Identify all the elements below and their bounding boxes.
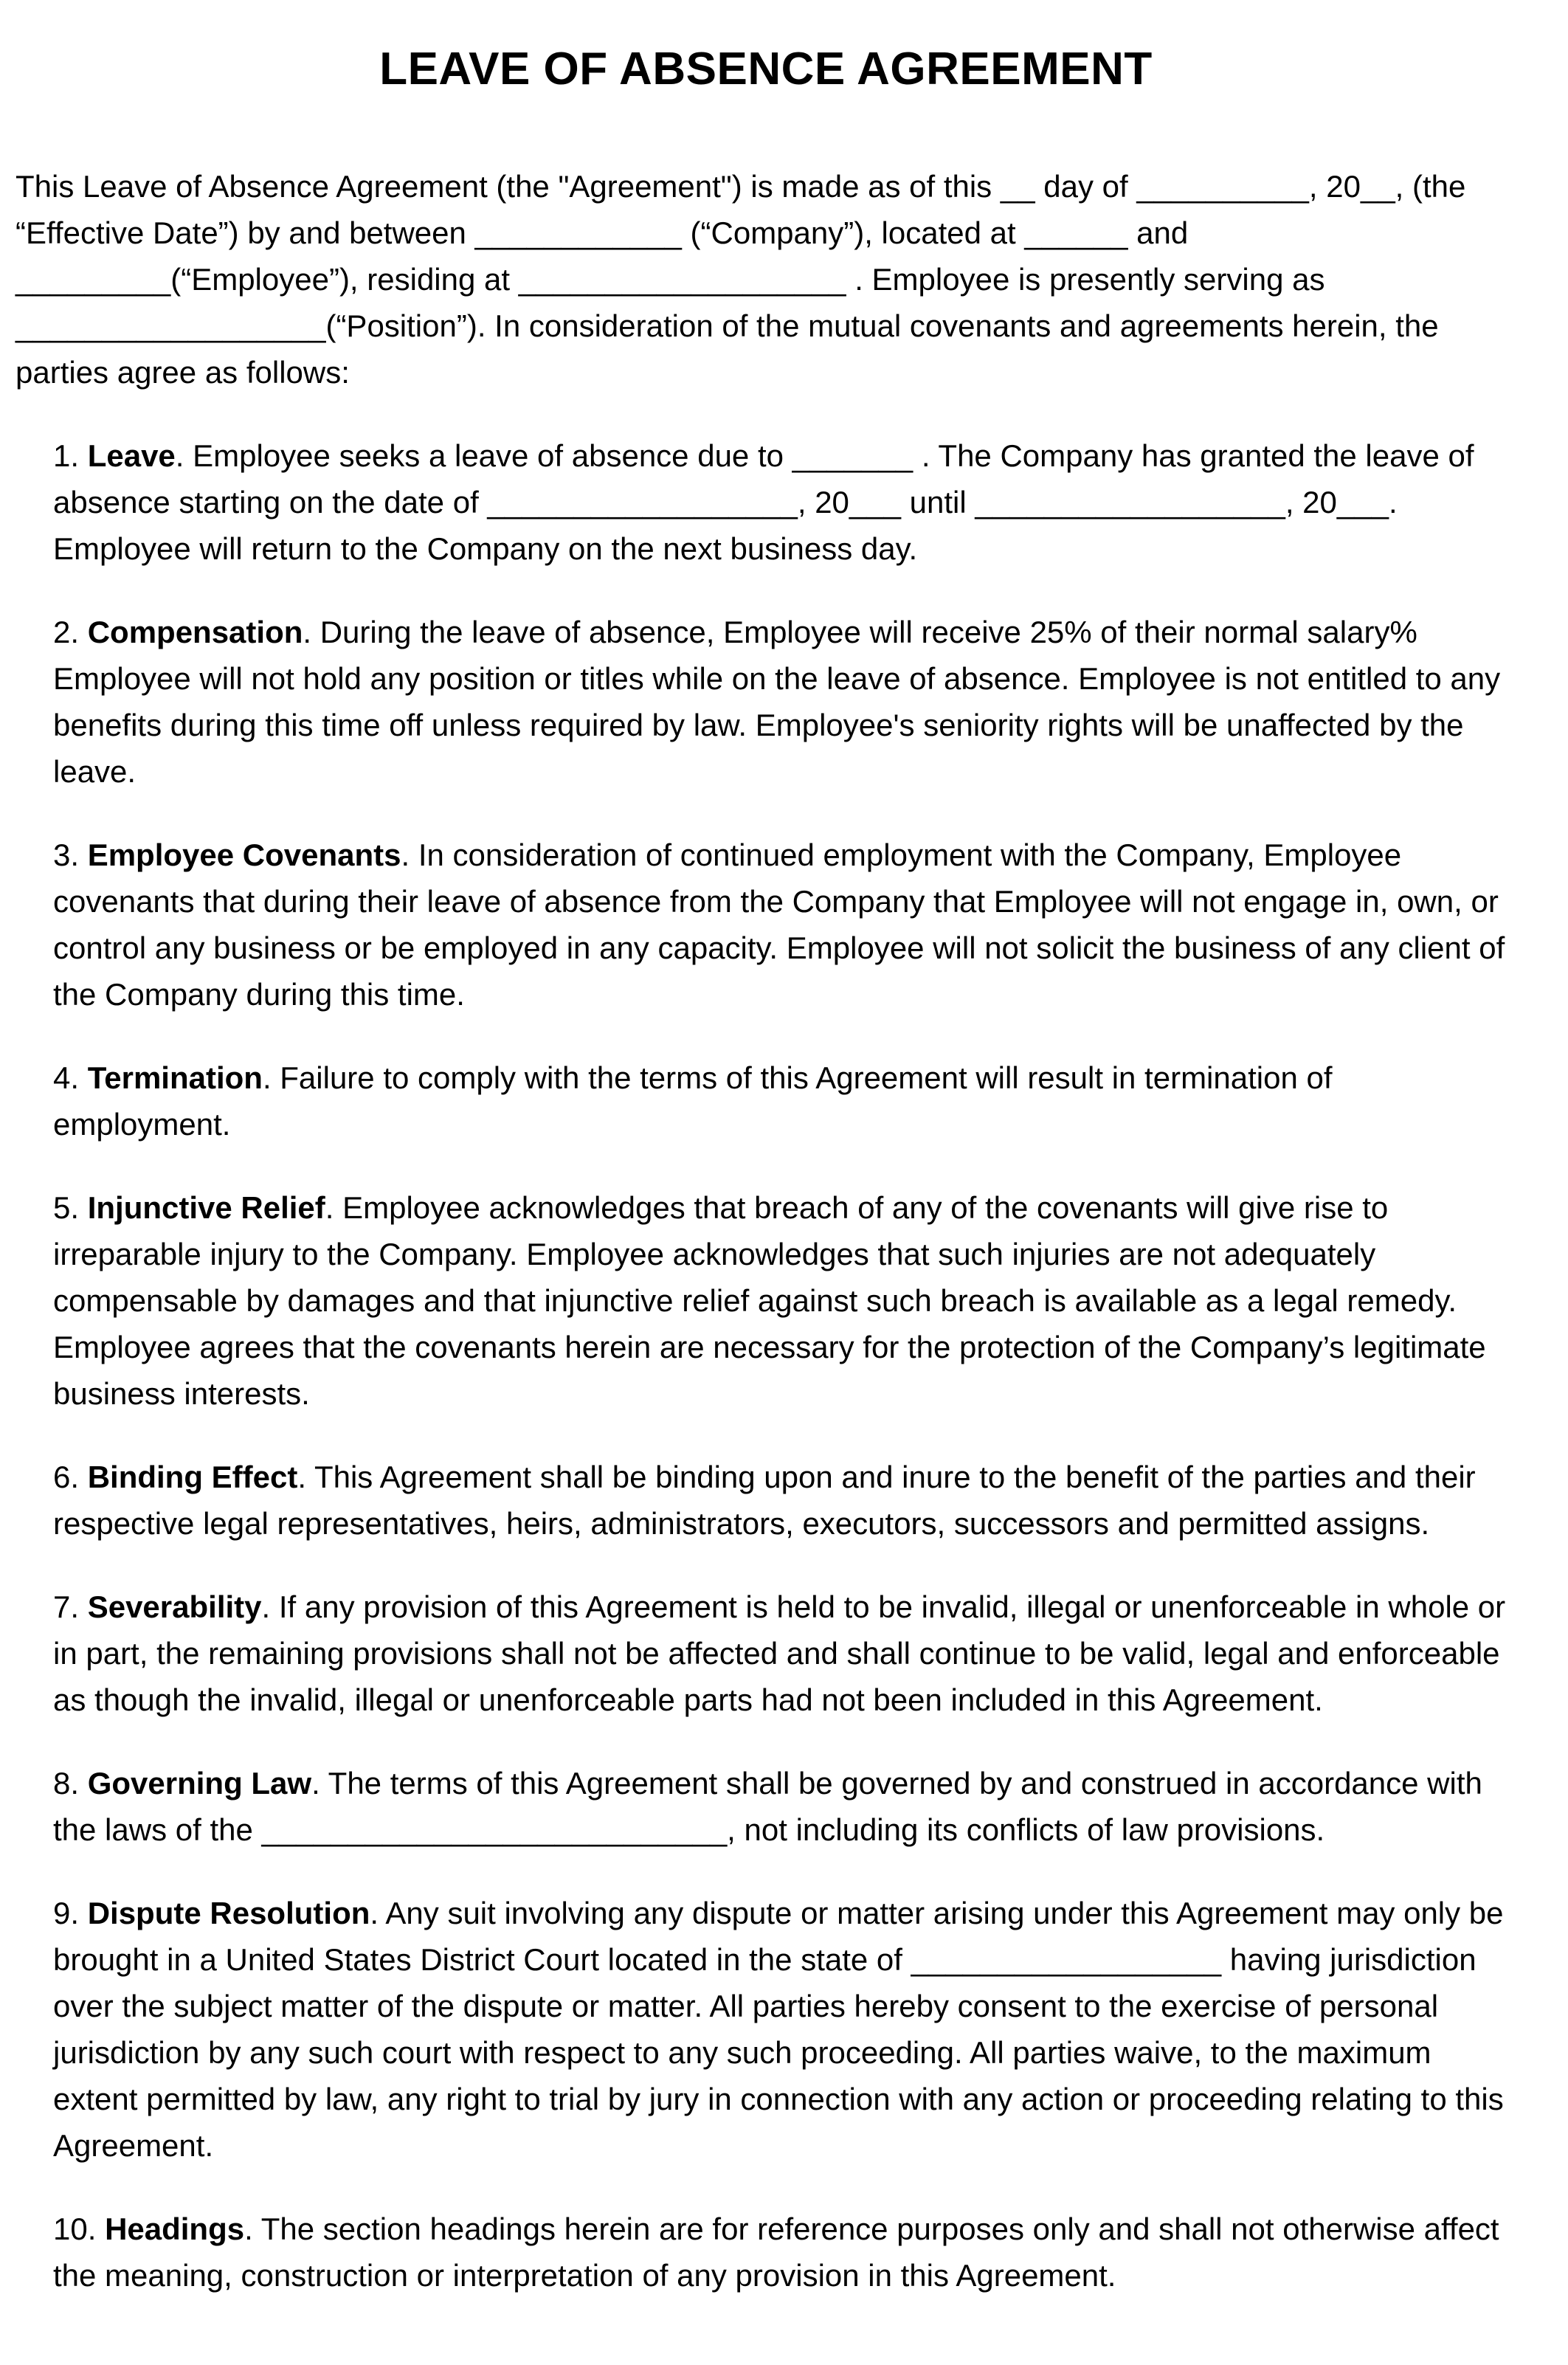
section-7-severability (53, 1584, 1516, 1723)
section-2-heading: Compensation (87, 615, 303, 649)
section-3-number: 3. (53, 838, 88, 872)
section-5-heading: Injunctive Relief (87, 1190, 325, 1225)
section-3-employee-covenants (53, 832, 1516, 1018)
section-10-number: 10. (53, 2212, 106, 2246)
section-9-body: . Any suit involving any dispute or matter arising under this Agreement may only be brought in a United States District Court located in the state of __________________ having jurisdiction over the subject matter of the dispute or matter. All parties hereby consent to the exercise of personal jurisdiction by any such court with respect to any such proceeding. All parties waive, to the maximum extent permitted by law, any right to trial by jury in connection with any action or proceeding relating to this Agreement. (53, 1896, 1504, 2163)
section-1-heading: Leave (87, 438, 176, 473)
sections-container (53, 432, 1516, 2299)
section-2-body: . During the leave of absence, Employee will receive 25% of their normal salary% Employee will not hold any position or titles while on the leave of absence. Employee is not entitled to any benefits during this time off unless required by law. Employee's seniority rights will be unaffected by the leave. (53, 615, 1501, 789)
section-10-headings (53, 2206, 1516, 2299)
section-10-body: . The section headings herein are for reference purposes only and shall not otherwise affect the meaning, construction or interpretation of any provision in this Agreement. (53, 2212, 1499, 2293)
section-9-number: 9. (53, 1896, 88, 1930)
section-6-body: . This Agreement shall be binding upon and inure to the benefit of the parties and their respective legal representatives, heirs, administrators, executors, successors and permitted assigns. (53, 1460, 1476, 1541)
section-2-number: 2. (53, 615, 88, 649)
section-9-dispute-resolution (53, 1890, 1516, 2169)
section-5-number: 5. (53, 1190, 88, 1225)
section-6-number: 6. (53, 1460, 88, 1494)
section-4-body: . Failure to comply with the terms of this Agreement will result in termination of employment. (53, 1060, 1333, 1142)
section-8-number: 8. (53, 1766, 88, 1800)
section-8-heading: Governing Law (87, 1766, 312, 1800)
section-4-heading: Termination (87, 1060, 263, 1095)
section-7-heading: Severability (87, 1589, 262, 1624)
section-4-termination (53, 1054, 1516, 1147)
section-5-body: . Employee acknowledges that breach of any of the covenants will give rise to irreparable injury to the Company. Employee acknowledges that such injuries are not adequately compensable by damages and that injunctive relief against such breach is available as a legal remedy. Employee agrees that the covenants herein are necessary for the protection of the Company’s legitimate business interests. (53, 1190, 1486, 1411)
section-3-heading: Employee Covenants (87, 838, 401, 872)
intro-paragraph: This Leave of Absence Agreement (the "Agreement") is made as of this __ day of __________, 20__, (the “Effective Date”) by and between ____________ (“Company”), located at ______ and _________(“Employee”), residing at ___________________ . Employee is presently serving as __________________(“Position”). In consideration of the mutual covenants and agreements herein, the parties agree as follows: (15, 169, 1466, 390)
section-5-injunctive-relief (53, 1184, 1516, 1417)
section-3-body: . In consideration of continued employment with the Company, Employee covenants that during their leave of absence from the Company that Employee will not engage in, own, or control any business or be employed in any capacity. Employee will not solicit the business of any client of the Company during this time. (53, 838, 1505, 1012)
section-7-number: 7. (53, 1589, 88, 1624)
section-7-body: . If any provision of this Agreement is held to be invalid, illegal or unenforceable in whole or in part, the remaining provisions shall not be affected and shall continue to be valid, legal and enforceable as though the invalid, illegal or unenforceable parts had not been included in this Agreement. (53, 1589, 1506, 1717)
section-9-heading: Dispute Resolution (87, 1896, 370, 1930)
section-1-number: 1. (53, 438, 88, 473)
section-6-heading: Binding Effect (87, 1460, 298, 1494)
section-1-body: . Employee seeks a leave of absence due to _______ . The Company has granted the leave of absence starting on the date of __________________, 20___ until __________________, 20___. Employee will return to the Company on the next business day. (53, 438, 1474, 566)
section-6-binding-effect (53, 1454, 1516, 1547)
section-8-governing-law (53, 1760, 1516, 1853)
section-10-heading: Headings (105, 2212, 245, 2246)
section-4-number: 4. (53, 1060, 88, 1095)
section-1-leave (53, 432, 1516, 572)
section-8-body: . The terms of this Agreement shall be governed by and construed in accordance with the laws of the ___________________________, not including its conflicts of law provisions. (53, 1766, 1482, 1847)
section-2-compensation (53, 609, 1516, 795)
document-title: LEAVE OF ABSENCE AGREEMENT (379, 44, 1153, 94)
